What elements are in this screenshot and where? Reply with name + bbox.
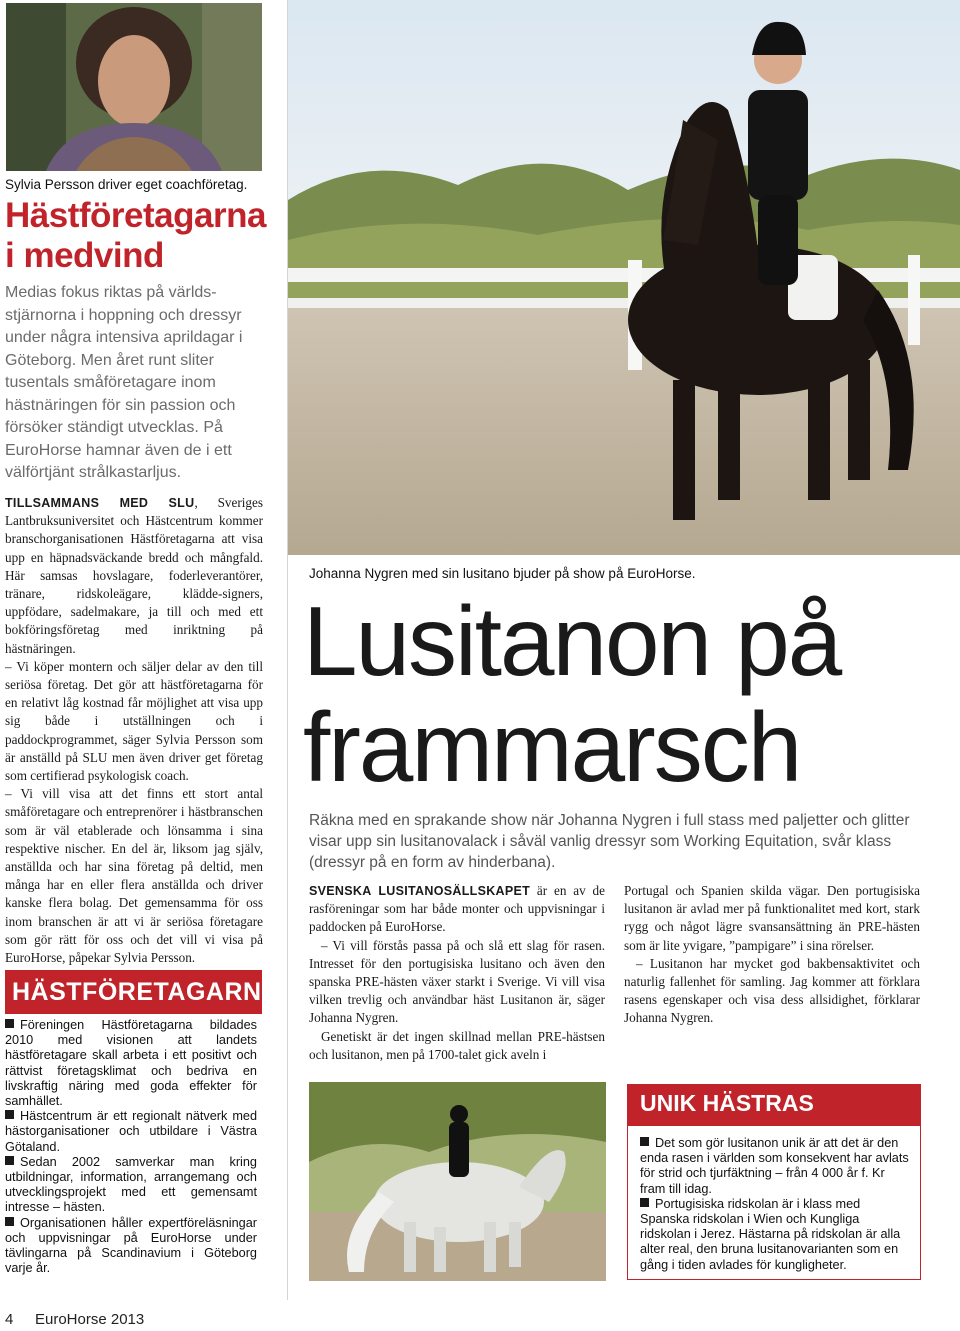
- portrait-image: [6, 3, 262, 171]
- hero-photo: [288, 0, 960, 555]
- square-bullet-icon: [5, 1110, 14, 1119]
- hastforetagarna-box-body: [5, 1018, 257, 1276]
- box-item-text: Portugisiska ridskolan är i klass med Spanska ridskolan i Wien och Kungliga ridskolan i Jerez. Hästarna på ridskolan är alla alter real, den bruna lusitanovarianten som en gång i tiden avlades för kungligheter.: [640, 1196, 901, 1272]
- square-bullet-icon: [5, 1156, 14, 1165]
- left-body-p2: – Vi köper montern och säljer delar av den till seriösa företag. Det gör att hästföretagarna för en relativt låg kostnad får möjlighet att visa upp sig både i utställningen och i paddockprogrammet, säger Sylvia Persson som är anställd på SLU men även driver get företag som certifierad psykologisk coach.: [5, 658, 263, 784]
- col1-p1: [309, 882, 605, 937]
- left-headline: [5, 196, 275, 276]
- left-body-p3: – Vi vill visa att det finns ett stort antal småföretagare och entreprenörer i hästbranschen som är väl etablerade och lönsamma i sina respektive nischer. En del är, liksom jag själv, anställda och har sina företag på deltid, men många har en eller flera anställda och driver kanske flera bolag. Det gemensamma för oss inom branschen är att vi är seriösa företagare som gör rätt för oss och det vill vi visa på EuroHorse, påpekar Sylvia Persson.: [5, 786, 263, 966]
- square-bullet-icon: [5, 1019, 14, 1028]
- box-item: [5, 1018, 257, 1109]
- box-item-text: Föreningen Hästföretagarna bildades 2010 med visionen att landets hästföretagare skall arbeta i ett positivt och rättvist företagsklimat och bedriva en livskraftig näring med goda effekter för samhället.: [5, 1018, 257, 1109]
- box-item-text: Sedan 2002 samverkar man kring utbildningar, information, arrangemang och utvecklingsprojekt med ett gemensamt intresse – hästen.: [5, 1154, 257, 1215]
- page-number: 4: [5, 1311, 14, 1328]
- main-headline: [303, 574, 943, 800]
- article-column-2: [624, 882, 920, 1028]
- left-body-lead-caps: TILLSAMMANS MED SLU: [5, 496, 195, 510]
- col1-lead-caps: SVENSKA LUSITANOSÄLLSKAPET: [309, 884, 531, 898]
- unik-hastras-box-body: [627, 1125, 921, 1280]
- grey-horse-image: [309, 1082, 606, 1281]
- left-body-p1-text: , Sveriges Lantbruksuniversitet och Hästcentrum kommer branschorganisationen Hästföretagarna att visa upp en häpnadsväckande bredd och mångfald. Här samsas hovslagare, foderleverantörer, tränare, ridskoleägare, klädde-signers, uppfödare, sadelmakare, ja till och med ett bokföringsföretag med inriktning på hästnäringen.: [5, 495, 263, 656]
- col1-p1-text: är en av de rasföreningar som har både monter och uppvisningar i paddocken på EuroHorse.: [309, 883, 605, 935]
- hero-caption: Johanna Nygren med sin lusitano bjuder på show på EuroHorse.: [309, 566, 696, 581]
- left-body: [5, 494, 263, 967]
- square-bullet-icon: [5, 1217, 14, 1226]
- box-item: [640, 1197, 910, 1273]
- portrait-caption: Sylvia Persson driver eget coachföretag.: [5, 177, 248, 192]
- left-headline-line1: Hästföretagarna: [5, 196, 266, 235]
- box-item-text: Hästcentrum är ett regionalt nätverk med hästorganisationer och utbildare i Västra Götaland.: [5, 1109, 257, 1154]
- box-item: [5, 1155, 257, 1216]
- grey-horse-photo: [309, 1082, 606, 1281]
- left-headline-line2: i medvind: [5, 236, 164, 275]
- box-item: [640, 1136, 910, 1197]
- main-headline-line2: frammarsch: [303, 692, 801, 802]
- article-column-1: [309, 882, 605, 1064]
- box-item-text: Det som gör lusitanon unik är att det är den enda rasen i världen som konsekvent har avlats för strid och tjurfäktning – från 4 000 år f. Kr fram till idag.: [640, 1136, 909, 1196]
- hastforetagarna-box-header: [5, 970, 281, 1014]
- col2-p2: – Lusitanon har mycket god bakbensaktivitet och naturlig fallenhet för samling. Jag kommer att förklara rasens egenskaper och visa dess allsidighet, förklarar Johanna Nygren.: [624, 955, 920, 1026]
- left-lead: Medias fokus riktas på världs-stjärnorna i hoppning och dressyr under några intensiva aprildagar i Göteborg. Men året runt sliter tusentals småföretagare inom hästnäringen för sin passion och försöker ständigt utvecklas. På EuroHorse hamnar även de i ett välförtjänt strålkastarljus.: [5, 284, 243, 481]
- main-lead: Räkna med en sprakande show när Johanna Nygren i full stass med paljetter och glitter visar upp sin lusitanovalack i såväl vanlig dressyr som Working Equitation, svår klass (dressyr på en form av hinderbana).: [309, 812, 910, 871]
- square-bullet-icon: [640, 1198, 649, 1207]
- left-body-p1: [5, 494, 263, 658]
- unik-hastras-box-title: UNIK HÄSTRAS: [640, 1090, 814, 1116]
- magazine-name: EuroHorse 2013: [35, 1311, 145, 1328]
- col1-p3: Genetiskt är det ingen skillnad mellan PRE-hästsen och lusitanon, men på 1700-talet gick aveln i: [309, 1028, 605, 1062]
- col2-p1: Portugal och Spanien skilda vägar. Den portugisiska lusitanon är avlad mer på funktionalitet med kort, stark rygg och något lägre svansansättning än PRE-hästen som är lite yvigare, ”pampigare” i sina rörelser.: [624, 883, 920, 953]
- unik-hastras-box-header: [627, 1084, 921, 1125]
- portrait-photo: [6, 3, 262, 171]
- hastforetagarna-box-title: HÄSTFÖRETAGARNA: [12, 978, 281, 1006]
- horse-rider-image: [288, 0, 960, 555]
- box-item: [5, 1109, 257, 1155]
- square-bullet-icon: [640, 1137, 649, 1146]
- col1-p2: – Vi vill förstås passa på och slå ett slag för rasen. Intresset för den portugisiska lusitano och även den spanska PRE-hästen växer starkt i Sverige. Vi vill visa vilken trevlig och användbar häst Lusitanon är, säger Johanna Nygren.: [309, 937, 605, 1026]
- main-headline-line1: Lusitanon på: [303, 586, 841, 696]
- box-item: [5, 1216, 257, 1277]
- box-item-text: Organisationen håller expertföreläsningar och uppvisningar på EuroHorse under tävlingarna på Scandinavium i Göteborg varje år.: [5, 1215, 257, 1276]
